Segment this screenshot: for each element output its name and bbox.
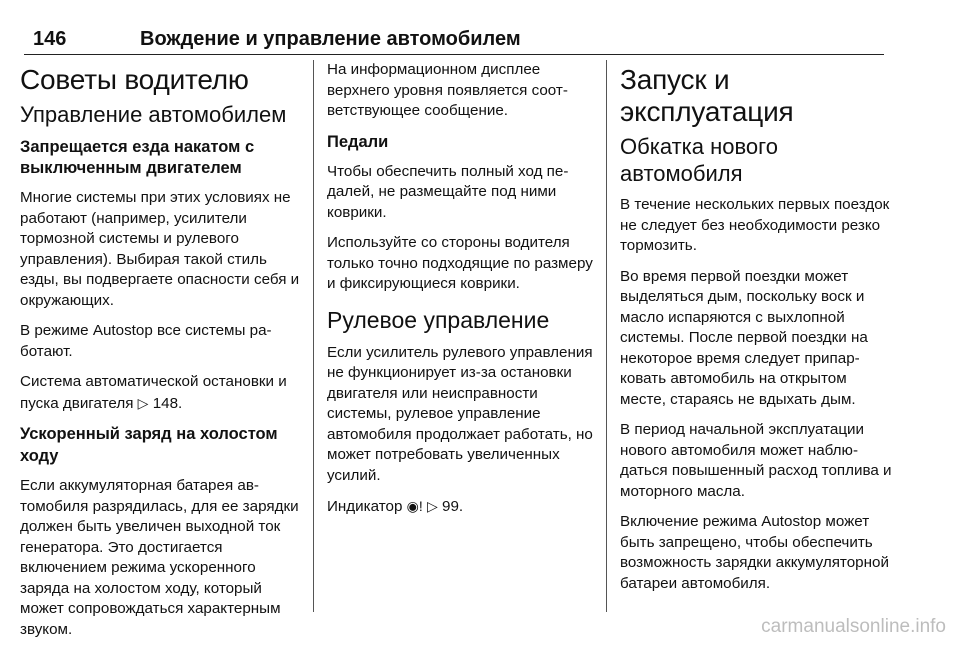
steering-wheel-warning-icon: ◉! (406, 498, 423, 515)
paragraph: Если усилитель рулевого управления не функционирует из-за остановки двигателя или неисправности системы, рулевое управление автомобиля продолжает работать, но может потребовать увеличенных усилий. (327, 343, 593, 484)
column-middle (327, 60, 593, 528)
paragraph: Во время первой поездки может выделяться дым, поскольку воск и масло испаряются с выхлопной системы. После первой поездки на некоторое время следует припарковать автомобиль на открытом месте, стараясь не вдыхать дым. (620, 267, 868, 408)
paragraph: Многие системы при этих условиях не работают (например, усилители тормозной системы и рулевого управления). Выбирая такой стиль езды, вы подвергаете опасности себя и окружающих. (20, 189, 300, 309)
page-ref-icon: ▷ (137, 394, 149, 411)
paragraph: В период начальной эксплуатации нового автомобиля может наблюдаться повышенный расход топлива и моторного масла. (620, 421, 892, 500)
paragraph: В течение нескольких первых поездок не следует без необходимости резко тормозить. (620, 196, 890, 255)
section-title: Советы водителю (20, 64, 249, 95)
paragraph: Включение режима Autostop может быть запрещено, чтобы обеспечить возможность зарядки аккумуляторной батареи автомобиля. (620, 513, 889, 592)
column-divider (606, 60, 607, 612)
section-subtitle: Управление автомобилем (20, 102, 287, 128)
column-left (20, 60, 302, 650)
paragraph-text: Индикатор (327, 498, 403, 516)
section-subtitle: Обкатка нового автомобиля (620, 134, 778, 186)
page-ref-link[interactable]: 99. (442, 498, 464, 516)
paragraph: Чтобы обеспечить полный ход педалей, не размещайте под ними коврики. (327, 162, 569, 221)
paragraph: Используйте со стороны водителя только точно подходящие по размеру и фиксирующиеся коврики. (327, 234, 593, 293)
page-header (24, 18, 884, 55)
page-ref-link[interactable]: 148. (152, 394, 183, 412)
paragraph-with-reference (20, 372, 302, 414)
paragraph-with-reference (327, 496, 593, 518)
topic-heading: Педали (327, 132, 389, 151)
watermark: carmanualsonline.info (761, 616, 946, 637)
paragraph-text: Система автоматической остановки и пуска двигателя (20, 373, 287, 412)
paragraph: В режиме Autostop все системы работают. (20, 322, 272, 360)
running-head: Вождение и управление автомобилем (140, 28, 521, 50)
section-subtitle: Рулевое управление (327, 306, 550, 333)
topic-heading: Запрещается езда накатом с выключенным двигателем (20, 137, 255, 178)
column-divider (313, 60, 314, 612)
column-right (620, 60, 892, 604)
page-ref-icon: ▷ (427, 498, 438, 515)
topic-heading: Ускоренный заряд на холостом ходу (20, 425, 278, 465)
paragraph: Если аккумуляторная батарея автомобиля разрядилась, для ее зарядки должен быть увеличен выходной ток генератора. Это достигается включением режима ускоренного заряда на холостом ходу, который может сопровождаться характерным звуком. (20, 477, 299, 638)
page-number: 146 (33, 28, 67, 50)
section-title: Запуск и эксплуатация (620, 64, 794, 128)
paragraph: На информационном дисплее верхнего уровня появляется соответствующее сообщение. (327, 61, 568, 119)
